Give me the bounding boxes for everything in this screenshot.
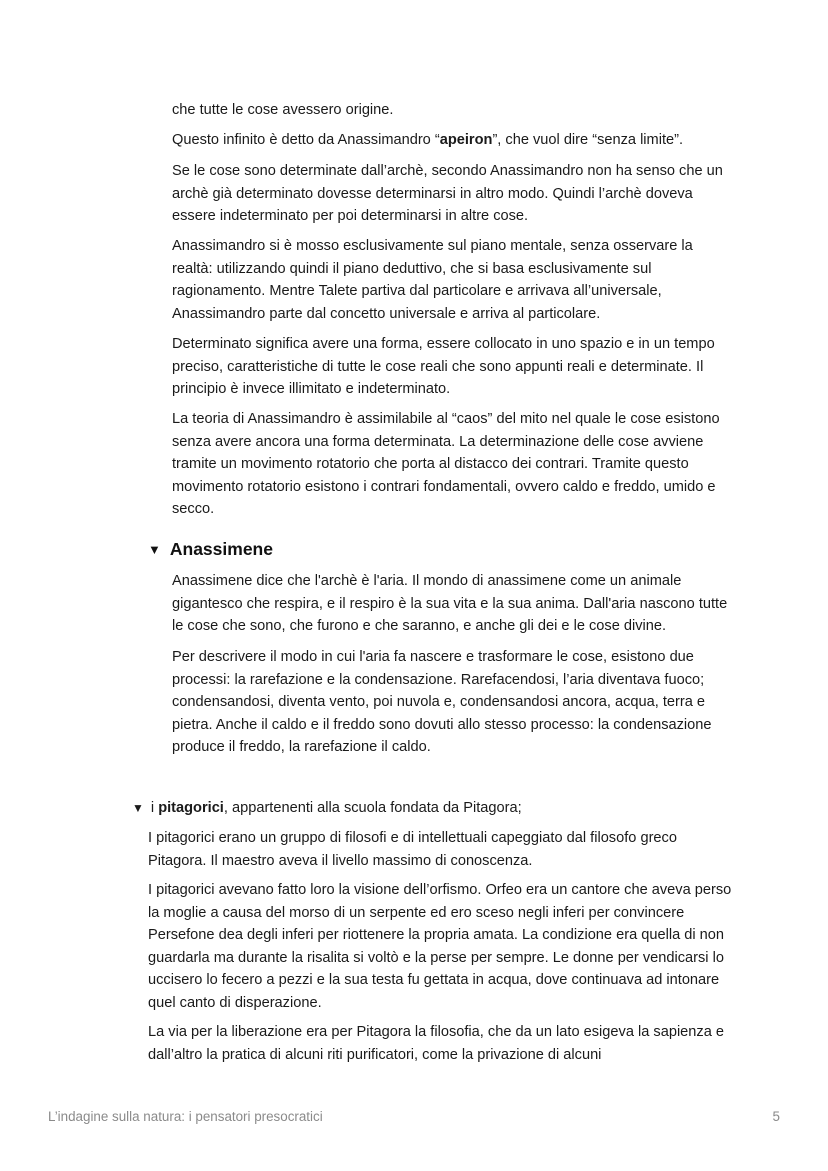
toggle-item-label (151, 797, 522, 820)
section-heading-anassimene[interactable] (148, 539, 273, 560)
collapse-triangle-icon[interactable]: ▼ (148, 542, 161, 557)
paragraph-determinato: Determinato significa avere una forma, essere collocato in uno spazio e in un tempo preciso, caratteristiche di tutte le cose reali che sono appunti reali e determinate. Il principio è invece illimitato e indeterminato. (172, 336, 715, 398)
paragraph-aria: Anassimene dice che l'archè è l'aria. Il mondo di anassimene come un animale gigantesco che respira, e il respiro è la sua vita e la sua anima. Dall'aria nascono tutte le cose che sono, che furono e che saranno, e anche gli dei e le cose divine. (172, 573, 728, 635)
paragraph-rarefazione: Per descrivere il modo in cui l'aria fa nascere e trasformare le cose, esistono due processi: la rarefazione e la condensazione. Rarefacendosi, l’aria diventava fuoco; condensandosi, diventa vento, poi nuvola e, condensandosi ancora, acqua, terra e pietra. Anche il caldo e il freddo sono dovuti allo stesso processo: la condensazione produce il freddo, la rarefazione il caldo. (172, 649, 712, 756)
paragraph-origine: che tutte le cose avessero origine. (172, 102, 394, 118)
text-segment: ”, che vuol dire “senza limite”. (492, 132, 684, 148)
text-segment: Questo infinito è detto da Anassimandro “ (172, 132, 440, 148)
term-apeiron: apeiron (439, 132, 493, 148)
paragraph-caos: La teoria di Anassimandro è assimilabile al “caos” del mito nel quale le cose esistono senza avere ancora una forma determinata. La determinazione delle cose avviene tramite un movimento rotatorio che porta al distacco dei contrari. Tramite questo movimento rotatorio esistono i contrari fondamentali, ovvero caldo e freddo, umido e secco. (172, 411, 720, 518)
footer-title: L’indagine sulla natura: i pensatori presocratici (48, 1109, 323, 1124)
term-pitagorici: pitagorici (158, 800, 224, 816)
paragraph-apeiron (172, 129, 732, 152)
page-number: 5 (772, 1109, 780, 1124)
heading-text: Anassimene (169, 539, 273, 559)
paragraph-piano-mentale: Anassimandro si è mosso esclusivamente sul piano mentale, senza osservare la realtà: utilizzando quindi il piano deduttivo, che si basa esclusivamente sul ragionamento. Mentre Talete partiva dal particolare e arrivava all’universale, Anassimandro parte dal concetto universale e arriva al particolare. (172, 238, 693, 322)
paragraph-pitagorici-gruppo: I pitagorici erano un gruppo di filosofi e di intellettuali capeggiato dal filosofo greco Pitagora. Il maestro aveva il livello massimo di conoscenza. (148, 830, 677, 869)
collapse-triangle-icon[interactable]: ▼ (132, 801, 144, 815)
paragraph-liberazione: La via per la liberazione era per Pitagora la filosofia, che da un lato esigeva la sapienza e dall’altro la pratica di alcuni riti purificatori, come la privazione di alcuni (148, 1024, 725, 1063)
toggle-item-pitagorici[interactable] (132, 797, 732, 820)
text-segment: i (150, 800, 159, 816)
text-segment: , appartenenti alla scuola fondata da Pitagora; (223, 800, 522, 816)
paragraph-orfismo: I pitagorici avevano fatto loro la visione dell’orfismo. Orfeo era un cantore che aveva perso la moglie a causa del morso di un serpente ed ero sceso negli inferi per convincere Persefone dea degli inferi per riottenere la propria amata. La condizione era quella di non guardarla ma durante la risalita si voltò e la perse per sempre. Le donne per vendicarsi lo uccisero lo fecero a pezzi e la sua testa fu gettata in acqua, dove continuava ad intonare quel canto di disperazione. (148, 882, 732, 1011)
paragraph-arche-determinato: Se le cose sono determinate dall’archè, secondo Anassimandro non ha senso che un archè già determinato dovesse determinarsi in altro modo. Quindi l’archè doveva essere indeterminato per poi determinarsi in altre cose. (172, 163, 723, 225)
